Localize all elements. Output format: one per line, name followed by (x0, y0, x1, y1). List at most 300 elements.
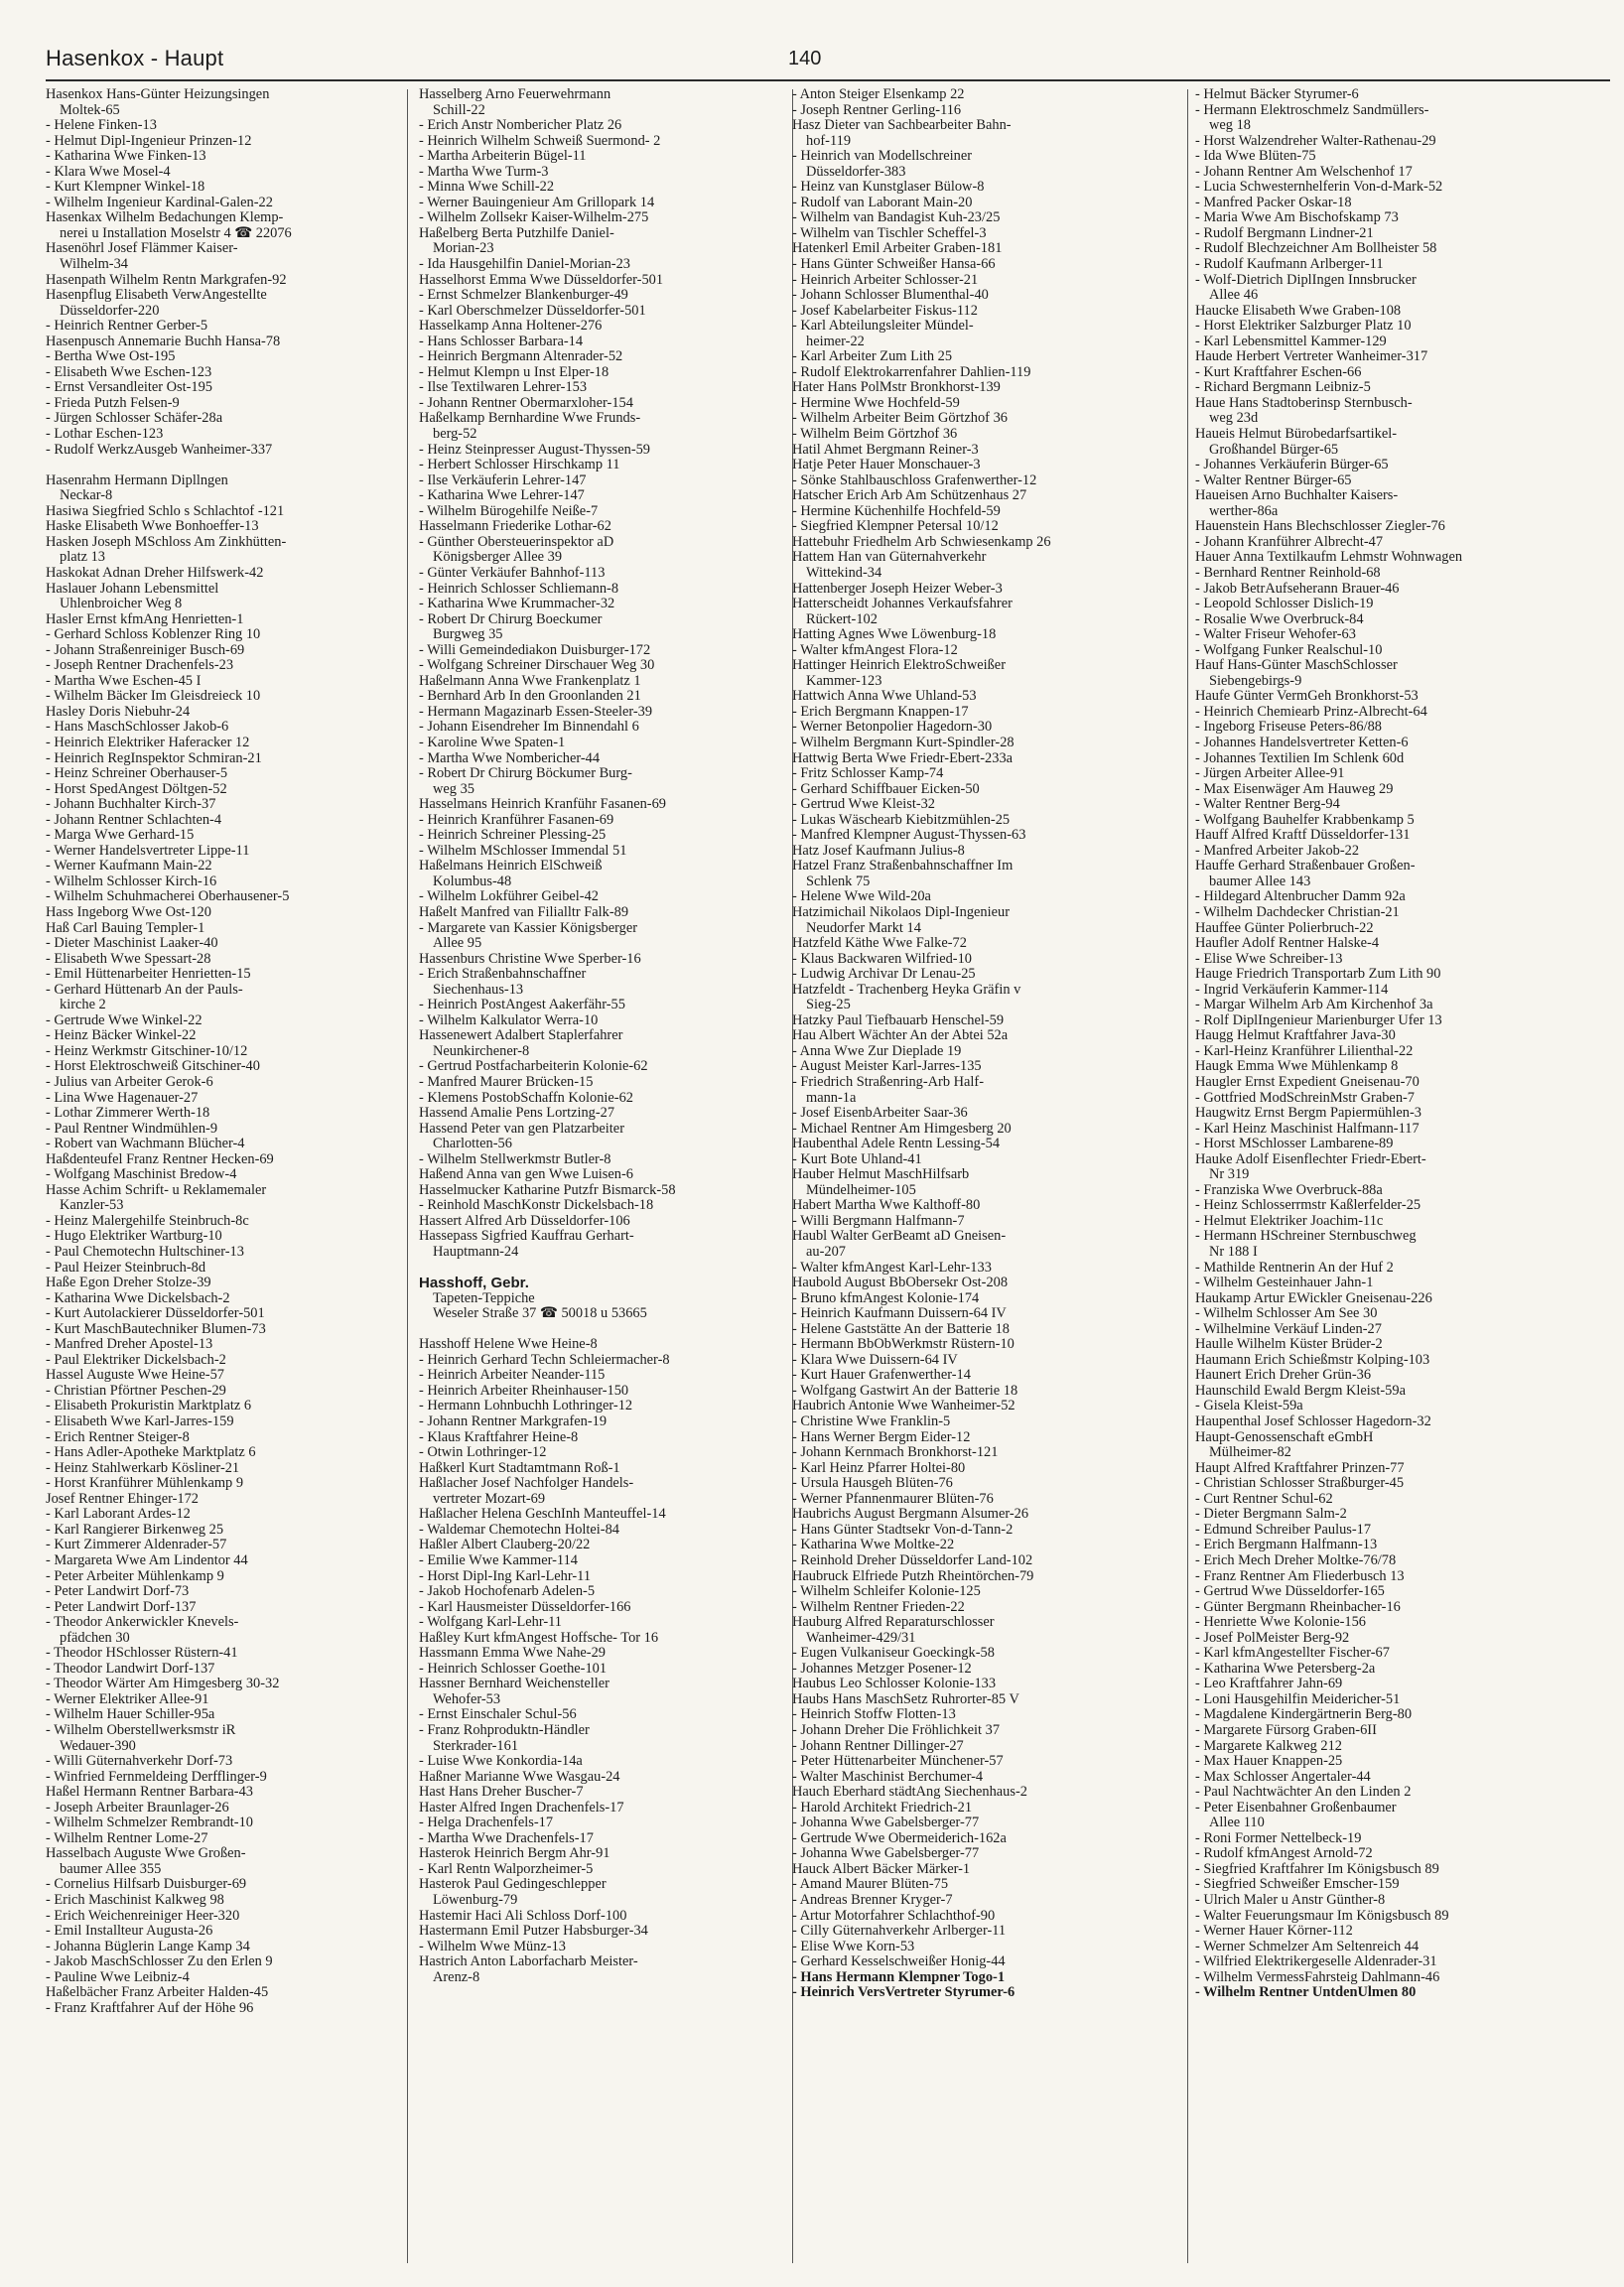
directory-entry (419, 952, 792, 968)
entry-line: - Siegfried Kraftfahrer Im Königsbusch 89 (1195, 1861, 1439, 1877)
directory-entry (792, 1507, 1165, 1523)
directory-entry (792, 1492, 1165, 1508)
directory-entry (419, 582, 792, 598)
entry-line: - Wilhelm Beim Görtzhof 36 (792, 427, 958, 443)
directory-entry (1195, 349, 1596, 365)
entry-line: - Wilhelm Stellwerkmstr Butler-8 (419, 1151, 611, 1167)
directory-entry (419, 1816, 792, 1831)
entry-line: - Martha Wwe Turm-3 (419, 164, 549, 180)
directory-entry (419, 1954, 792, 1985)
entry-line: Hasken Joseph MSchloss Am Zinkhütten- (46, 534, 287, 550)
directory-entry (792, 889, 1165, 905)
entry-line: - Wolf-Dietrich DiplIngen Innsbrucker (1195, 272, 1417, 288)
entry-line: - Jakob MaschSchlosser Zu den Erlen 9 (46, 1954, 273, 1970)
entry-line: Hastermann Emil Putzer Habsburger-34 (419, 1924, 648, 1940)
directory-entry (419, 1476, 792, 1507)
directory-entry (419, 1600, 792, 1616)
directory-entry (46, 87, 419, 118)
directory-entry (46, 1306, 419, 1322)
directory-entry (792, 535, 1165, 551)
directory-entry (1195, 1353, 1596, 1369)
entry-line: Hauck Albert Bäcker Märker-1 (792, 1861, 971, 1877)
directory-entry (46, 582, 419, 612)
directory-entry (1195, 1059, 1596, 1075)
entry-line: - Bernhard Rentner Reinhold-68 (1195, 565, 1381, 581)
directory-entry (1195, 473, 1596, 489)
entry-line: - Bruno kfmAngest Kolonie-174 (792, 1290, 980, 1306)
directory-entry (46, 1538, 419, 1553)
directory-entry (419, 304, 792, 320)
entry-line: Haueis Helmut Bürobedarfsartikel- (1195, 427, 1398, 443)
directory-entry (46, 1106, 419, 1122)
entry-line: - Hans Adler-Apotheke Marktplatz 6 (46, 1445, 256, 1461)
entry-continuation: Wehofer-53 (433, 1691, 501, 1707)
directory-entry (419, 889, 792, 905)
entry-line: - Emil Hüttenarbeiter Henrietten-15 (46, 967, 251, 983)
directory-entry (792, 1940, 1165, 1955)
entry-line: - Werner Kaufmann Main-22 (46, 859, 212, 874)
directory-entry (1195, 335, 1596, 350)
directory-entry (792, 782, 1165, 798)
directory-entry (46, 1692, 419, 1708)
entry-line: - Heinrich van Modellschreiner (792, 149, 973, 165)
entry-line: - Wilhelm Bürogehilfe Neiße-7 (419, 503, 599, 519)
entry-line: - Theodor HSchlosser Rüstern-41 (46, 1646, 238, 1662)
entry-line: Hatz Josef Kaufmann Julius-8 (792, 843, 965, 859)
directory-entry (1195, 1909, 1596, 1925)
entry-line: - Karl Lebensmittel Kammer-129 (1195, 334, 1387, 349)
directory-entry (792, 411, 1165, 427)
entry-line: Hasselmans Heinrich Kranführ Fasanen-69 (419, 797, 666, 813)
entry-line: - Johanna Wwe Gabelsberger-77 (792, 1846, 980, 1862)
directory-entry (792, 720, 1165, 736)
entry-line: - Christian Pförtner Peschen-29 (46, 1383, 226, 1399)
entry-line: - Robert van Wachmann Blücher-4 (46, 1137, 245, 1152)
directory-entry (1195, 1322, 1596, 1338)
entry-line: - Kurt Bote Uhland-41 (792, 1151, 922, 1167)
entry-line: - Werner Bauingenieur Am Grillopark 14 (419, 195, 655, 210)
entry-line: - Wolfgang Schreiner Dirschauer Weg 30 (419, 658, 655, 674)
directory-entry (46, 1167, 419, 1183)
directory-entry (1195, 627, 1596, 643)
directory-entry (419, 1445, 792, 1461)
directory-entry (46, 1091, 419, 1107)
directory-entry (792, 1461, 1165, 1477)
directory-entry (46, 844, 419, 860)
entry-line: - Heinrich Schlosser Schliemann-8 (419, 581, 619, 597)
directory-entry (1195, 1662, 1596, 1678)
directory-entry (792, 736, 1165, 751)
entry-line: - Gertrude Wwe Winkel-22 (46, 1012, 203, 1028)
entry-line: Hauenstein Hans Blechschlosser Ziegler-76 (1195, 519, 1445, 535)
entry-line: - Helene Wwe Wild-20a (792, 889, 931, 905)
entry-line: - Herbert Schlosser Hirschkamp 11 (419, 458, 620, 473)
directory-entry (792, 658, 1165, 689)
directory-entry (46, 689, 419, 705)
directory-entry (46, 813, 419, 829)
entry-line: - Ludwig Archivar Dr Lenau-25 (792, 967, 976, 983)
directory-entry (1195, 720, 1596, 736)
entry-line: - Wilhelm Schmelzer Rembrandt-10 (46, 1816, 253, 1831)
directory-entry (46, 396, 419, 412)
entry-line: - Cornelius Hilfsarb Duisburger-69 (46, 1877, 247, 1893)
directory-entry (792, 597, 1165, 627)
entry-line: Hattwig Berta Wwe Friedr-Ebert-233a (792, 750, 1014, 766)
entry-line: - Helga Drachenfels-17 (419, 1816, 554, 1831)
entry-line: - Karl Rentn Walporzheimer-5 (419, 1861, 594, 1877)
directory-entry (792, 365, 1165, 381)
directory-entry (1195, 165, 1596, 181)
entry-line: - Johannes Metzger Posener-12 (792, 1661, 972, 1677)
column-divider (407, 89, 408, 2263)
entry-line: - Karl Laborant Ardes-12 (46, 1507, 191, 1523)
entry-line: - Heinz Bäcker Winkel-22 (46, 1028, 197, 1044)
directory-entry (419, 504, 792, 520)
entry-line: Hassenburs Christine Wwe Sperber-16 (419, 951, 641, 967)
directory-entry (1195, 1229, 1596, 1260)
entry-line: - Max Hauer Knappen-25 (1195, 1754, 1343, 1770)
column-1 (46, 87, 419, 2271)
directory-entry (792, 210, 1165, 226)
directory-entry (46, 1801, 419, 1816)
directory-entry (1195, 458, 1596, 473)
entry-line: - Edmund Schreiber Paulus-17 (1195, 1522, 1372, 1538)
entry-line: - Hans Hermann Klempner Togo-1 (792, 1969, 1006, 1985)
directory-entry (1195, 1013, 1596, 1029)
directory-entry (419, 196, 792, 211)
directory-entry (1195, 304, 1596, 320)
directory-entry (792, 1523, 1165, 1539)
entry-line: Hasselberg Arno Feuerwehrmann (419, 87, 611, 102)
entry-line: - Wilhelm Lokführer Geibel-42 (419, 889, 599, 905)
directory-entry (419, 380, 792, 396)
entry-line: - Ernst Einschaler Schul-56 (419, 1707, 577, 1723)
directory-entry (792, 257, 1165, 273)
entry-line: - Martha Wwe Drachenfels-17 (419, 1830, 594, 1846)
entry-continuation: Kolumbus-48 (433, 874, 512, 889)
directory-entry (419, 658, 792, 674)
entry-continuation: baumer Allee 143 (1209, 874, 1311, 889)
entry-line: - Heinrich Arbeiter Schlosser-21 (792, 272, 979, 288)
entry-line: Hasselbach Auguste Wwe Großen- (46, 1846, 246, 1862)
entry-line: Hauf Hans-Günter MaschSchlosser (1195, 658, 1398, 674)
directory-entry (1195, 1538, 1596, 1553)
directory-entry (1195, 859, 1596, 889)
entry-line: - Wilhelm Gesteinhauer Jahn-1 (1195, 1276, 1374, 1291)
directory-entry (419, 1430, 792, 1446)
entry-line: - Amand Maurer Blüten-75 (792, 1877, 949, 1893)
entry-continuation: Wittekind-34 (806, 565, 882, 581)
directory-entry (46, 736, 419, 751)
entry-line: Hauge Friedrich Transportarb Zum Lith 90 (1195, 967, 1441, 983)
entry-line: - Klaus Backwaren Wilfried-10 (792, 951, 972, 967)
entry-line: Haßkerl Kurt Stadtamtmann Roß-1 (419, 1460, 620, 1476)
directory-entry (46, 1476, 419, 1492)
page-number: 140 (788, 48, 822, 69)
entry-line: Haßel Hermann Rentner Barbara-43 (46, 1785, 253, 1801)
entry-line: - Erich Bergmann Halfmann-13 (1195, 1538, 1378, 1553)
directory-entry (419, 597, 792, 612)
directory-entry (792, 1615, 1165, 1646)
directory-entry (46, 196, 419, 211)
entry-line: - Franziska Wwe Overbruck-88a (1195, 1182, 1383, 1198)
entry-line: Haumann Erich Schießmstr Kolping-103 (1195, 1352, 1430, 1368)
directory-entry (792, 87, 1165, 103)
entry-line: - Karl Abteilungsleiter Mündel- (792, 319, 974, 335)
entry-continuation: Allee 46 (1209, 288, 1259, 304)
entry-line: - Dieter Bergmann Salm-2 (1195, 1507, 1347, 1523)
directory-entry (46, 674, 419, 690)
entry-line: - Peter Arbeiter Mühlenkamp 9 (46, 1568, 224, 1584)
directory-entry (792, 1152, 1165, 1168)
directory-entry (46, 149, 419, 165)
directory-entry (419, 1553, 792, 1569)
entry-continuation: Nr 319 (1209, 1167, 1250, 1183)
entry-line: - Karl Arbeiter Zum Lith 25 (792, 349, 953, 365)
directory-entry (419, 535, 792, 566)
directory-entry (1195, 1276, 1596, 1291)
column-2 (419, 87, 792, 2271)
entry-line: - Walter Maschinist Berchumer-4 (792, 1769, 984, 1785)
entry-line: - Helene Finken-13 (46, 118, 157, 134)
directory-entry (1195, 766, 1596, 782)
directory-entry (419, 643, 792, 659)
entry-continuation: au-207 (806, 1245, 846, 1261)
directory-entry (46, 1985, 419, 2001)
directory-entry (419, 705, 792, 721)
entry-line: - Jürgen Arbeiter Allee-91 (1195, 766, 1345, 782)
directory-entry (1195, 889, 1596, 905)
directory-entry (419, 519, 792, 535)
entry-line: - Peter Landwirt Dorf-137 (46, 1599, 197, 1615)
entry-line: - Johann Rentner Obermarxloher-154 (419, 395, 633, 411)
directory-entry (1195, 1862, 1596, 1878)
entry-line: Haubold August BbObersekr Ost-208 (792, 1276, 1009, 1291)
entry-line: - Rudolf van Laborant Main-20 (792, 195, 973, 210)
entry-line: Haßley Kurt kfmAngest Hoffsche- Tor 16 (419, 1630, 659, 1646)
directory-entry (1195, 1707, 1596, 1723)
directory-entry (792, 443, 1165, 459)
directory-entry (419, 828, 792, 844)
entry-line: - Gertrud Wwe Düsseldorfer-165 (1195, 1584, 1385, 1600)
directory-entry (792, 905, 1165, 936)
entry-line: Hasenkax Wilhelm Bedachungen Klemp- (46, 210, 284, 226)
directory-entry (792, 149, 1165, 180)
directory-entry (46, 1492, 419, 1508)
entry-line: - Ilse Textilwaren Lehrer-153 (419, 380, 588, 396)
entry-line: Hasiwa Siegfried Schlo s Schlachtof -121 (46, 503, 285, 519)
entry-line: - Henriette Wwe Kolonie-156 (1195, 1615, 1366, 1631)
entry-line: - Heinrich RegInspektor Schmiran-21 (46, 750, 262, 766)
directory-entry (419, 1770, 792, 1786)
directory-entry (1195, 1785, 1596, 1801)
entry-line: - Richard Bergmann Leibniz-5 (1195, 380, 1371, 396)
entry-line: Haßelmans Heinrich ElSchweiß (419, 859, 603, 874)
entry-continuation: berg-52 (433, 427, 477, 443)
directory-entry (46, 874, 419, 890)
directory-entry (46, 1970, 419, 1986)
directory-entry (1195, 134, 1596, 150)
directory-entry (1195, 241, 1596, 257)
entry-line: Haßelkamp Bernhardine Wwe Frunds- (419, 411, 641, 427)
directory-entry (792, 1106, 1165, 1122)
directory-entry (46, 1893, 419, 1909)
directory-entry (792, 550, 1165, 581)
entry-line: - Wilhelm Arbeiter Beim Görtzhof 36 (792, 411, 1008, 427)
entry-line: Hasenpflug Elisabeth VerwAngestellte (46, 288, 267, 304)
entry-line: - Günter Verkäufer Bahnhof-113 (419, 565, 606, 581)
entry-continuation: Rückert-102 (806, 611, 878, 627)
directory-entry (1195, 689, 1596, 705)
entry-line: - Helmut Bäcker Styrumer-6 (1195, 87, 1359, 102)
entry-line: - Klemens PostobSchaffn Kolonie-62 (419, 1090, 633, 1106)
entry-continuation: Arenz-8 (433, 1969, 480, 1985)
directory-entry (46, 1152, 419, 1168)
directory-entry (792, 1707, 1165, 1723)
directory-entry (419, 180, 792, 196)
entry-line: - Katharina Wwe Krummacher-32 (419, 597, 615, 612)
entry-line: - Sönke Stahlbauschloss Grafenwerther-12 (792, 472, 1037, 488)
directory-entry (1195, 519, 1596, 535)
directory-entry (792, 1846, 1165, 1862)
directory-entry (1195, 1399, 1596, 1414)
directory-entry (46, 241, 419, 272)
entry-line: - Harold Architekt Friedrich-21 (792, 1800, 973, 1816)
directory-entry (1195, 380, 1596, 396)
entry-line: - Katharina Wwe Finken-13 (46, 149, 206, 165)
entry-line: - Paul Elektriker Dickelsbach-2 (46, 1352, 226, 1368)
entry-line: Haßlacher Helena GeschInh Manteuffel-14 (419, 1507, 666, 1523)
directory-entry (1195, 736, 1596, 751)
entry-line: - Luise Wwe Konkordia-14a (419, 1754, 583, 1770)
entry-line: - Margarete Fürsorg Graben-6II (1195, 1722, 1377, 1738)
entry-line: - Lothar Eschen-123 (46, 427, 164, 443)
directory-entry (1195, 1091, 1596, 1107)
entry-line: - Lucia Schwesternhelferin Von-d-Mark-52 (1195, 180, 1443, 196)
entry-line: - Karl Heinz Pfarrer Holtei-80 (792, 1460, 966, 1476)
directory-entry (46, 1229, 419, 1245)
entry-line: - Hermann Magazinarb Essen-Steeler-39 (419, 704, 653, 720)
entry-continuation: Neunkirchener-8 (433, 1043, 530, 1059)
directory-entry (419, 905, 792, 921)
entry-line: - Reinhold Dreher Düsseldorfer Land-102 (792, 1552, 1033, 1568)
entry-line: - Johann Rentner Markgrafen-19 (419, 1414, 608, 1430)
entry-line: - Peter Landwirt Dorf-73 (46, 1584, 190, 1600)
entry-continuation: heimer-22 (806, 334, 865, 349)
entry-line: Haupt Alfred Kraftfahrer Prinzen-77 (1195, 1460, 1405, 1476)
directory-entry (419, 473, 792, 489)
entry-line: Hassepass Sigfried Kauffrau Gerhart- (419, 1229, 634, 1245)
entry-line: - Ulrich Maler u Anstr Günther-8 (1195, 1892, 1386, 1908)
entry-line: - Karoline Wwe Spaten-1 (419, 735, 566, 750)
directory-entry (46, 1707, 419, 1723)
directory-entry (419, 165, 792, 181)
directory-entry (1195, 103, 1596, 134)
entry-line: Haske Elisabeth Wwe Bonhoeffer-13 (46, 519, 259, 535)
entry-line: Haufe Günter VermGeh Bronkhorst-53 (1195, 689, 1419, 705)
entry-line: - Rudolf Kaufmann Arlberger-11 (1195, 257, 1384, 273)
entry-line: - Heinrich Kaufmann Duissern-64 IV (792, 1306, 1007, 1322)
entry-line: Hassmann Emma Wwe Nahe-29 (419, 1646, 606, 1662)
directory-entry (1195, 1028, 1596, 1044)
entry-line: - Johann Rentner Am Welschenhof 17 (1195, 164, 1413, 180)
directory-entry (1195, 210, 1596, 226)
entry-line: Hattem Han van Güternahverkehr (792, 550, 987, 566)
directory-entry (419, 1801, 792, 1816)
directory-entry (1195, 1476, 1596, 1492)
directory-entry (46, 349, 419, 365)
directory-entry (792, 1167, 1165, 1198)
directory-entry (792, 1044, 1165, 1060)
directory-entry (792, 380, 1165, 396)
entry-line: - Wilhelm Kalkulator Werra-10 (419, 1012, 599, 1028)
directory-entry (46, 1523, 419, 1539)
entry-line: - Joseph Rentner Drachenfels-23 (46, 658, 234, 674)
directory-entry (792, 226, 1165, 242)
directory-entry (46, 335, 419, 350)
entry-continuation: kirche 2 (60, 998, 106, 1013)
directory-entry (792, 180, 1165, 196)
entry-line: - Gerhard Schloss Koblenzer Ring 10 (46, 627, 261, 643)
entry-line: Hatzfeldt - Trachenberg Heyka Gräfin v (792, 982, 1021, 998)
directory-entry (46, 782, 419, 798)
directory-entry (46, 1414, 419, 1430)
directory-entry (1195, 612, 1596, 628)
directory-entry (1195, 582, 1596, 598)
entry-continuation: Mündelheimer-105 (806, 1182, 916, 1198)
entry-line: Hasselmann Friederike Lothar-62 (419, 519, 611, 535)
entry-line: - Jakob Hochofenarb Adelen-5 (419, 1584, 596, 1600)
entry-line: Hasenrahm Hermann Dipllngen (46, 472, 228, 488)
entry-line: - Wilfried Elektrikergeselle Aldenrader-31 (1195, 1954, 1437, 1970)
entry-line: Haßlacher Josef Nachfolger Handels- (419, 1476, 634, 1492)
entry-line: - Paul Nachtwächter An den Linden 2 (1195, 1785, 1412, 1801)
entry-line: - Walter Feuerungsmaur Im Königsbusch 89 (1195, 1908, 1449, 1924)
entry-line: - Heinz Stahlwerkarb Kösliner-21 (46, 1460, 240, 1476)
directory-entry (792, 349, 1165, 365)
directory-entry (792, 1291, 1165, 1307)
entry-line: - Max Schlosser Angertaler-44 (1195, 1769, 1371, 1785)
entry-line: - Elisabeth Wwe Karl-Jarres-159 (46, 1414, 234, 1430)
entry-line: - Willi Güternahverkehr Dorf-73 (46, 1754, 233, 1770)
directory-entry (46, 273, 419, 289)
entry-line: - Erich Maschinist Kalkweg 98 (46, 1892, 224, 1908)
directory-entry (46, 889, 419, 905)
entry-line: - Wilhelm Hauer Schiller-95a (46, 1707, 215, 1723)
entry-line: - Johanna Büglerin Lange Kamp 34 (46, 1939, 250, 1954)
directory-entry (419, 689, 792, 705)
entry-line: - Reinhold MaschKonstr Dickelsbach-18 (419, 1198, 654, 1214)
entry-continuation: pfädchen 30 (60, 1630, 130, 1646)
entry-line: - Heinrich Chemiearb Prinz-Albrecht-64 (1195, 704, 1427, 720)
entry-line: - Peter Hüttenarbeiter Münchener-57 (792, 1754, 1004, 1770)
directory-entry (419, 844, 792, 860)
entry-line: - Ursula Hausgeh Blüten-76 (792, 1476, 953, 1492)
entry-line: - Walter Rentner Berg-94 (1195, 797, 1340, 813)
entry-line: - Hans Günter Schweißer Hansa-66 (792, 257, 996, 273)
directory-entry (419, 674, 792, 690)
directory-entry (1195, 550, 1596, 566)
entry-line: Hasenöhrl Josef Flämmer Kaiser- (46, 241, 238, 257)
entry-line: Haugg Helmut Kraftfahrer Java-30 (1195, 1028, 1396, 1044)
directory-entry (1195, 149, 1596, 165)
entry-line: - Ida Wwe Blüten-75 (1195, 149, 1316, 165)
directory-entry (1195, 1414, 1596, 1430)
directory-entry (419, 87, 792, 118)
directory-entry (792, 1322, 1165, 1338)
entry-line: - Wilhelm Rentner Frieden-22 (792, 1599, 965, 1615)
entry-continuation: Neudorfer Markt 14 (806, 920, 921, 936)
